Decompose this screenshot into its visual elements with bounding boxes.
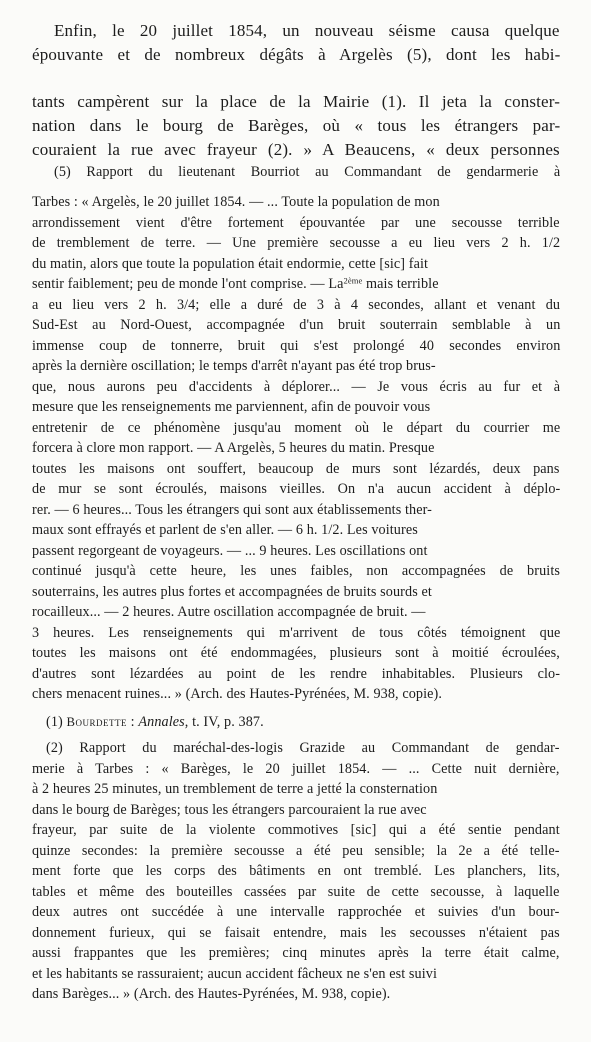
footnote-line: Tarbes : « Argelès, le 20 juillet 1854. — ... Toute la population de mon <box>32 194 440 210</box>
footnote-line: Sud-Est au Nord-Ouest, accompagnée d'un bruit souterrain semblable à un <box>32 317 561 333</box>
footnote-line: quinze secondes: la première secousse a été peu sensible; la 2e a été telle- <box>32 842 560 859</box>
footnote-line: maux sont effrayés et parlent de s'en aller. — 6 h. 1/2. Les voitures <box>32 522 418 538</box>
footnote-line: donnement furieux, qui se faisait entendre, mais les secousses n'étaient pas <box>32 924 560 941</box>
main-line: couraient la rue avec frayeur (2). » A Beaucens, « deux personnes <box>32 140 560 159</box>
footnote-line: mesure que les renseignements me parviennent, afin de pouvoir vous <box>32 399 431 415</box>
footnote-line: de mur se sont écroulés, maisons vieilles. On n'a aucun accident à déplo- <box>32 481 561 497</box>
footnote-line: merie à Tarbes : « Barèges, le 20 juillet 1854. — ... Cette nuit dernière, <box>32 760 560 777</box>
main-line: nation dans le bourg de Barèges, où « tous les étrangers par- <box>32 116 561 135</box>
footnote-line: après la dernière oscillation; le temps d'arrêt n'ayant pas été trop brus- <box>32 358 436 374</box>
footnote-number: (1) <box>46 714 63 730</box>
footnote-line: dans Barèges... » (Arch. des Hautes-Pyrénées, M. 938, copie). <box>32 986 391 1002</box>
footnote-text: , t. IV, p. 387. <box>184 714 264 730</box>
footnote-line: forcera à clore mon rapport. — A Argelès, 5 heures du matin. Presque <box>32 440 435 456</box>
footnote-line: aussi frappantes que les premières; cinq minutes après la terre était calme, <box>32 945 560 961</box>
footnote-text: mais terrible <box>362 276 439 292</box>
footnote-line: passent regorgeant de voyageurs. — ... 9 heures. Les oscillations ont <box>32 542 428 559</box>
footnote-line: de tremblement de terre. — Une première secousse a eu lieu vers 2 h. 1/2 <box>32 235 561 251</box>
footnote-line: continué jusqu'à cette heure, les unes faibles, non accompagnées de bruits <box>32 563 560 579</box>
footnote-line: dans le bourg de Barèges; tous les étrangers parcouraient la rue avec <box>32 801 427 818</box>
main-line: épouvante et de nombreux dégâts à Argelès (5), dont les habi- <box>32 45 561 64</box>
footnote-line: entretenir de ce phénomène jusqu'au moment où le départ du courrier me <box>32 419 561 436</box>
footnote-1: (1) Bourdette : Annales, t. IV, p. 387. <box>46 714 264 730</box>
footnote-author: Bourdette <box>66 715 128 729</box>
footnote-line: arrondissement vient d'être fortement épouvantée par une secousse terrible <box>32 214 560 231</box>
footnote-line: immense coup de tonnerre, bruit qui s'est prolongé 40 secondes environ <box>32 337 561 354</box>
footnote-line: tables et même des bouteilles cassées par suite de cette secousse, à laquelle <box>32 883 560 900</box>
footnote-line: rer. — 6 heures... Tous les étrangers qui sont aux établissements ther- <box>32 501 432 518</box>
footnote-line: à 2 heures 25 minutes, un tremblement de terre a jetté la consternation <box>32 781 438 797</box>
footnote-line: frayeur, par suite de la violente commotives [sic] qui a été sentie pendant <box>32 822 560 838</box>
footnote-line: ment forte que les corps des bâtiments en ont tremblé. Les planchers, lits, <box>32 863 560 879</box>
main-line: Enfin, le 20 juillet 1854, un nouveau séisme causa quelque <box>54 21 560 40</box>
footnote-line: chers menacent ruines... » (Arch. des Hautes-Pyrénées, M. 938, copie). <box>32 686 443 702</box>
footnote-text: sentir faiblement; peu de monde l'ont comprise. — La <box>32 276 344 292</box>
footnote-line: deux autres ont succédée à une intervalle rapprochée et suivies d'un bour- <box>32 904 560 920</box>
footnote-line: du matin, alors que toute la population était endormie, cette [sic] fait <box>32 255 429 272</box>
footnote-line: et les habitants se rassuraient; aucun accident fâcheux ne s'en est suivi <box>32 965 437 982</box>
footnote-line: rocailleux... — 2 heures. Autre oscillation accompagnée de bruit. — <box>32 604 426 620</box>
superscript: 2ème <box>343 275 363 286</box>
footnote-line: (2) Rapport du maréchal-des-logis Grazide au Commandant de gendar- <box>46 740 560 756</box>
footnote-line <box>32 276 439 293</box>
main-line: tants campèrent sur la place de la Mairie (1). Il jeta la conster- <box>32 92 561 111</box>
footnote-title: Annales <box>138 714 185 730</box>
footnote-line: souterrains, les autres plus fortes et accompagnées de bruits sourds et <box>32 583 432 600</box>
footnote-line: (5) Rapport du lieutenant Bourriot au Commandant de gendarmerie à <box>54 164 561 180</box>
footnote-line: 3 heures. Les renseignements qui m'arrivent de tous côtés témoignent que <box>32 624 561 641</box>
footnote-line: d'autres sont lézardées au point de les rendre inhabitables. Plusieurs clo- <box>32 665 561 682</box>
footnote-line: que, nous aurons peu d'accidents à déplorer... — Je vous écris au fur et à <box>32 378 561 395</box>
footnote-line: toutes les maisons ont souffert, beaucoup de murs sont lézardés, deux pans <box>32 460 560 477</box>
footnote-line: a eu lieu vers 2 h. 3/4; elle a duré de 3 à 4 secondes, allant et venant du <box>32 296 561 313</box>
footnote-line: toutes les maisons ont été endommagées, plusieurs sont à moitié écroulées, <box>32 645 560 661</box>
